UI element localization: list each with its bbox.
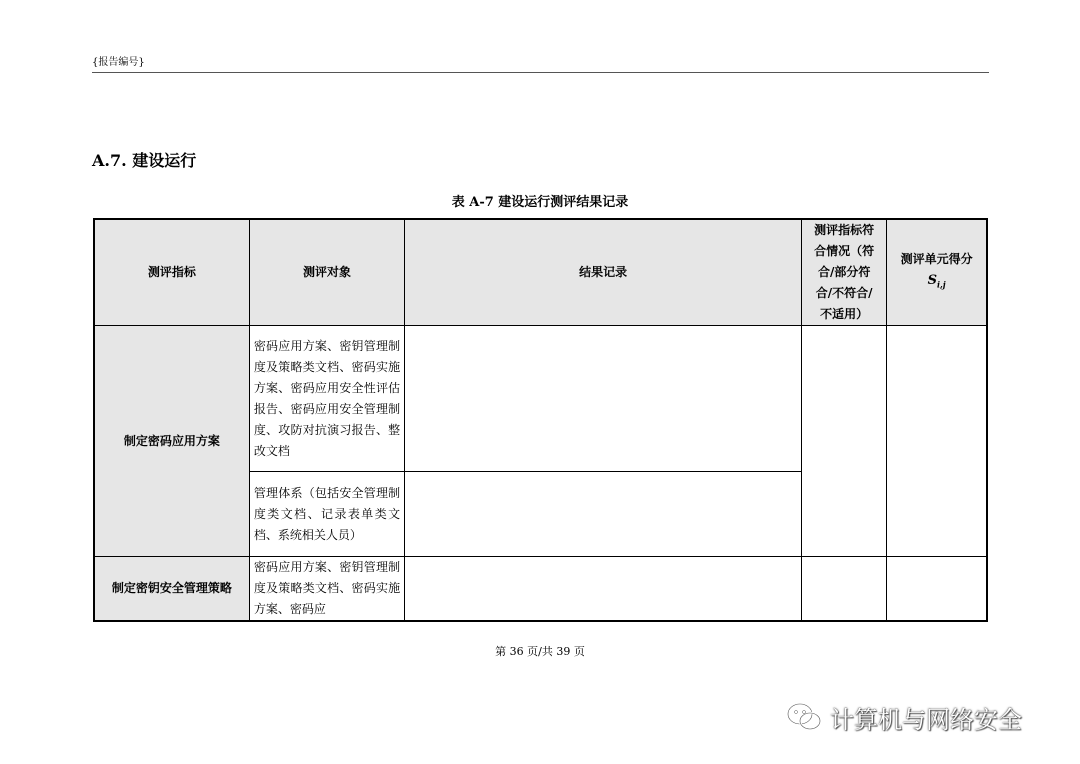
page-number: 第 36 页/共 39 页 (495, 645, 585, 658)
score-header-label: 测评单元得分 (900, 252, 973, 267)
table-caption: 表 A-7 建设运行测评结果记录 (451, 195, 629, 210)
conformity-cell[interactable] (802, 326, 887, 557)
result-cell[interactable] (405, 326, 802, 472)
table-row (94, 557, 987, 622)
indicator-cell: 制定密码应用方案 (94, 326, 249, 557)
object-cell: 管理体系（包括安全管理制度类文档、记录表单类文档、系统相关人员） (249, 472, 404, 557)
wechat-icon (786, 702, 822, 732)
object-cell: 密码应用方案、密钥管理制度及策略类文档、密码实施方案、密码应 (249, 557, 404, 622)
score-header-symbol: $S_{i,j}$ (927, 273, 946, 290)
column-header-result: 结果记录 (405, 219, 802, 326)
section-heading: A.7. 建设运行 (92, 151, 197, 170)
column-header-conformity: 测评指标符合情况（符合/部分符合/不符合/不适用） (802, 219, 887, 326)
score-cell[interactable] (887, 326, 987, 557)
result-cell[interactable] (405, 472, 802, 557)
table-header-row (94, 219, 987, 326)
watermark (786, 700, 1022, 734)
table-row (94, 326, 987, 472)
indicator-cell: 制定密钥安全管理策略 (94, 557, 249, 622)
score-cell[interactable] (887, 557, 987, 622)
object-cell: 密码应用方案、密钥管理制度及策略类文档、密码实施方案、密码应用安全性评估报告、密码应用安全管理制度、攻防对抗演习报告、整改文档 (249, 326, 404, 472)
evaluation-record-table (93, 218, 988, 622)
report-number-header: {报告编号} (92, 57, 145, 68)
column-header-indicator: 测评指标 (94, 219, 249, 326)
conformity-cell[interactable] (802, 557, 887, 622)
result-cell[interactable] (405, 557, 802, 622)
column-header-score (887, 219, 987, 326)
header-divider (92, 72, 989, 73)
watermark-text: 计算机与网络安全 (830, 705, 1022, 734)
column-header-object: 测评对象 (249, 219, 404, 326)
